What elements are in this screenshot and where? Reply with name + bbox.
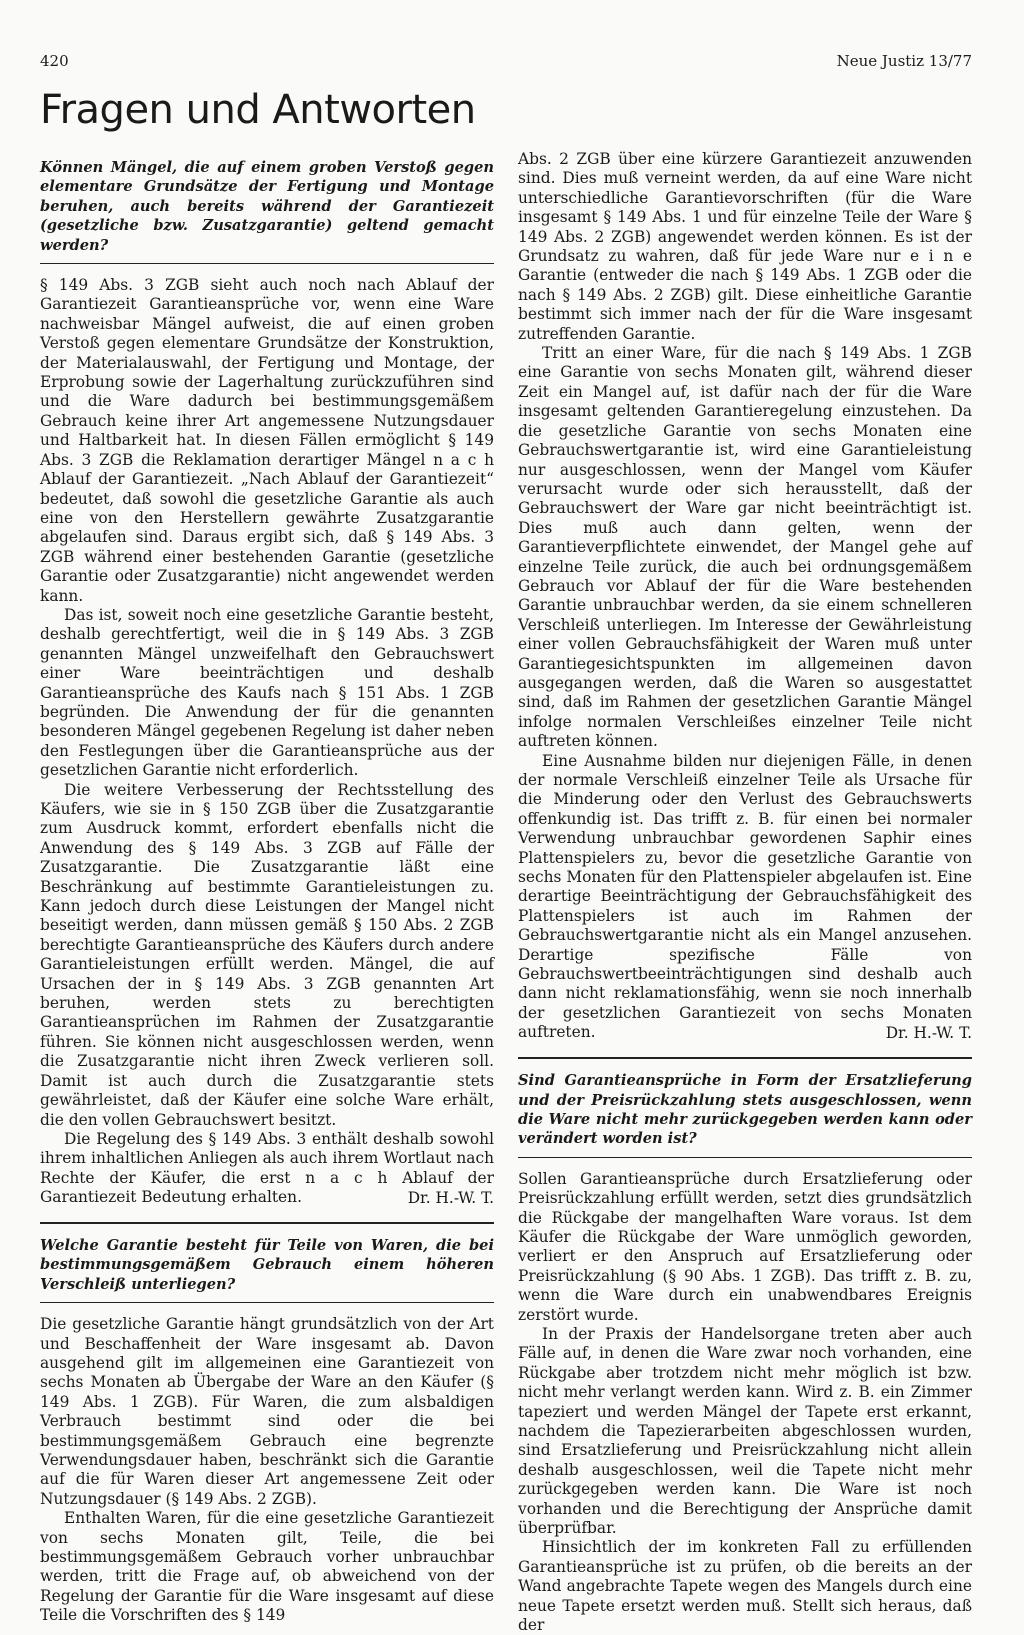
left-column <box>40 150 494 1625</box>
question-1: Können Mängel, die auf einem groben Verstoß gegen elementare Grundsätze der Fertigung und Montage beruhen, auch bereits während der Garantiezeit (gesetzliche bzw. Zusatzgarantie) geltend gemacht werden? <box>40 158 494 264</box>
page-number: 420 <box>40 52 69 70</box>
answer-3-paragraph-3: Hinsichtlich der im konkreten Fall zu erfüllenden Garantieansprüche ist zu prüfen, ob die bereits an der Wand angebrachte Tapete wegen des Mangels durch eine neue Tapete ersetzt werden muß. Stellt sich heraus, daß der <box>518 1538 972 1635</box>
answer-2-paragraph-3: Tritt an einer Ware, für die nach § 149 Abs. 1 ZGB eine Garantie von sechs Monaten gilt, während dieser Zeit ein Mangel auf, ist dafür nach der für die Ware insgesamt geltenden Garantieregelung einzustehen. Da die gesetzliche Garantie von sechs Monaten eine Gebrauchswertgarantie ist, wird eine Garantieleistung nur ausgeschlossen, wenn der Mangel vom Käufer verursacht wurde oder sich herausstellt, daß der Gebrauchswert der Ware gar nicht beeinträchtigt ist. Dies muß auch dann gelten, wenn der Garantieverpflichtete einwendet, der Mangel gehe auf einzelne Teile zurück, die auch bei ordnungsgemäßem Gebrauch vor Ablauf der für die Ware bestehenden Garantie unbrauchbar werden, da sie einem schnelleren Verschleiß unterliegen. Im Interesse der Gewährleistung einer vollen Gebrauchsfähigkeit der Waren muß unter Garantiegesichtspunkten im allgemeinen davon ausgegangen werden, daß die Waren so ausgestattet sind, daß im Rahmen der gesetzlichen Garantie Mängel infolge normalen Verschleißes einzelner Teile nicht auftreten können. <box>518 344 972 751</box>
question-2: Welche Garantie besteht für Teile von Waren, die bei bestimmungsgemäßem Gebrauch einem höheren Verschleiß unterliegen? <box>40 1222 494 1303</box>
answer-1-author: Dr. H.-W. T. <box>407 1188 494 1207</box>
right-column <box>518 150 972 1635</box>
answer-3-paragraph-2: In der Praxis der Handelsorgane treten aber auch Fälle auf, in denen die Ware zwar noch vorhanden, eine Rückgabe aber trotzdem nicht mehr möglich ist bzw. nicht mehr verlangt werden kann. Wird z. B. ein Zimmer tapeziert und werden Mängel der Tapete erst erkannt, nachdem die Tapezierarbeiten abgeschlossen wurden, sind Ersatzlieferung und Preisrückzahlung nicht allein deshalb ausgeschlossen, weil die Tapete nicht mehr zurückgegeben werden kann. Die Ware ist noch vorhanden und die Berechtigung der Ansprüche damit überprüfbar. <box>518 1324 972 1538</box>
two-column-body <box>40 150 972 1635</box>
answer-3-paragraph-1: Sollen Garantieansprüche durch Ersatzlieferung oder Preisrückzahlung erfüllt werden, setzt dies grundsätzlich die Rückgabe der mangelhaften Ware voraus. Ist dem Käufer die Rückgabe der Ware unmöglich geworden, verliert er den Anspruch auf Ersatzlieferung oder Preisrückzahlung (§ 90 Abs. 1 ZGB). Das trifft z. B. zu, wenn die Ware durch ein unabwendbares Ereignis zerstört wurde. <box>518 1169 972 1324</box>
answer-2-paragraph-2-continued: Abs. 2 ZGB über eine kürzere Garantiezeit anzuwenden sind. Dies muß verneint werden, da auf eine Ware nicht unterschiedliche Garantievorschriften (für die Ware insgesamt § 149 Abs. 1 und für einzelne Teile der Ware § 149 Abs. 2 ZGB) angewendet werden können. Es ist der Grundsatz zu wahren, daß für jede Ware nur e i n e Garantie (entweder die nach § 149 Abs. 1 ZGB oder die nach § 149 Abs. 2 ZGB) gilt. Diese einheitliche Garantie bestimmt sich immer nach der für die Ware insgesamt zutreffenden Garantie. <box>518 150 972 343</box>
question-3: Sind Garantieansprüche in Form der Ersatzlieferung und der Preisrückzahlung stets ausgeschlossen, wenn die Ware nicht mehr zurückgegeben werden kann oder verändert worden ist? <box>518 1057 972 1158</box>
answer-2-author: Dr. H.-W. T. <box>885 1023 972 1042</box>
answer-2-paragraph-1: Die gesetzliche Garantie hängt grundsätzlich von der Art und Beschaffenheit der Ware insgesamt ab. Davon ausgehend gilt im allgemeinen eine Garantiezeit von sechs Monaten ab Übergabe der Ware an den Käufer (§ 149 Abs. 1 ZGB). Für Waren, die zum alsbaldigen Verbrauch bestimmt sind oder die bei bestimmungsgemäßem Gebrauch eine begrenzte Verwendungsdauer haben, beschränkt sich die Garantie auf die für Waren dieser Art angemessene Zeit oder Nutzungsdauer (§ 149 Abs. 2 ZGB). <box>40 1315 494 1508</box>
answer-1-paragraph-2: Das ist, soweit noch eine gesetzliche Garantie besteht, deshalb gerechtfertigt, weil die in § 149 Abs. 3 ZGB genannten Mängel unzweifelhaft den Gebrauchswert einer Ware beeinträchtigen und deshalb Garantieansprüche des Kaufs nach § 151 Abs. 1 ZGB begründen. Die Anwendung der für die genannten besonderen Mängel gegebenen Regelung ist daher neben den Festlegungen über die Garantieansprüche aus der gesetzlichen Garantie nicht erforderlich. <box>40 605 494 780</box>
answer-1-paragraph-4: Die Regelung des § 149 Abs. 3 enthält deshalb sowohl ihrem inhaltlichen Anliegen als auch ihrem Wortlaut nach Rechte der Käufer, die erst n a c h Ablauf der Garantiezeit Bedeutung erhalten. <box>40 1129 494 1207</box>
answer-1-paragraph-1: § 149 Abs. 3 ZGB sieht auch noch nach Ablauf der Garantiezeit Garantieansprüche vor, wenn eine Ware nachweisbar Mängel aufweist, die auf einen groben Verstoß gegen elementare Grundsätze der Konstruktion, der Materialauswahl, der Fertigung und Montage, der Erprobung sowie der Lagerhaltung zurückzuführen sind und die Ware dadurch bei bestimmungsgemäßem Gebrauch keine ihrer Art angemessene Nutzungsdauer und Haltbarkeit hat. In diesen Fällen ermöglicht § 149 Abs. 3 ZGB die Reklamation derartiger Mängel n a c h Ablauf der Garantiezeit. „Nach Ablauf der Garantiezeit“ bedeutet, daß sowohl die gesetzliche Garantie als auch eine von den Herstellern gewährte Zusatzgarantie abgelaufen sind. Daraus ergibt sich, daß § 149 Abs. 3 ZGB während einer bestehenden Garantie (gesetzliche Garantie oder Zusatzgarantie) nicht angewendet werden kann. <box>40 276 494 605</box>
running-header <box>40 52 972 76</box>
section-title: Fragen und Antworten <box>40 87 476 133</box>
answer-2-paragraph-2: Enthalten Waren, für die eine gesetzliche Garantiezeit von sechs Monaten gilt, Teile, die bei bestimmungsgemäßem Gebrauch vorher unbrauchbar werden, tritt die Frage auf, ob abweichend von der Regelung der Garantie für die Ware insgesamt auf diese Teile die Vorschriften des § 149 <box>40 1509 494 1625</box>
answer-1-paragraph-3: Die weitere Verbesserung der Rechtsstellung des Käufers, wie sie in § 150 ZGB über die Zusatzgarantie zum Ausdruck kommt, erfordert ebenfalls nicht die Anwendung des § 149 Abs. 3 ZGB auf Fälle der Zusatzgarantie. Die Zusatzgarantie läßt eine Beschränkung auf bestimmte Garantieleistungen zu. Kann jedoch durch diese Leistungen der Mangel nicht beseitigt werden, dann müssen gemäß § 150 Abs. 2 ZGB berechtigte Garantieansprüche des Käufers durch andere Garantieleistungen erfüllt werden. Mängel, die auf Ursachen der in § 149 Abs. 3 ZGB genannten Art beruhen, werden stets zu berechtigten Garantieansprüchen im Rahmen der Zusatzgarantie führen. Sie können nicht ausgeschlossen werden, wenn die Zusatzgarantie nicht ihren Zweck verlieren soll. Damit ist auch durch die Zusatzgarantie stets gewährleistet, daß der Käufer eine solche Ware erhält, die den vollen Gebrauchswert besitzt. <box>40 780 494 1129</box>
answer-2-paragraph-4: Eine Ausnahme bilden nur diejenigen Fälle, in denen der normale Verschleiß einzelner Teile als Ursache für die Minderung oder den Verlust des Gebrauchswerts offenkundig ist. Das trifft z. B. für einen bei normaler Verwendung unbrauchbar gewordenen Saphir eines Plattenspielers zu, bevor die gesetzliche Garantie von sechs Monaten für den Plattenspieler abgelaufen ist. Eine derartige Beeinträchtigung der Gebrauchsfähigkeit des Plattenspielers ist auch im Rahmen der Gebrauchswertgarantie nicht als ein Mangel anzusehen. Derartige spezifische Fälle von Gebrauchswertbeeinträchtigungen sind deshalb auch dann nicht reklamationsfähig, wenn sie noch innerhalb der gesetzlichen Garantiezeit von sechs Monaten auftreten. <box>518 751 972 1042</box>
journal-issue: Neue Justiz 13/77 <box>836 52 972 70</box>
